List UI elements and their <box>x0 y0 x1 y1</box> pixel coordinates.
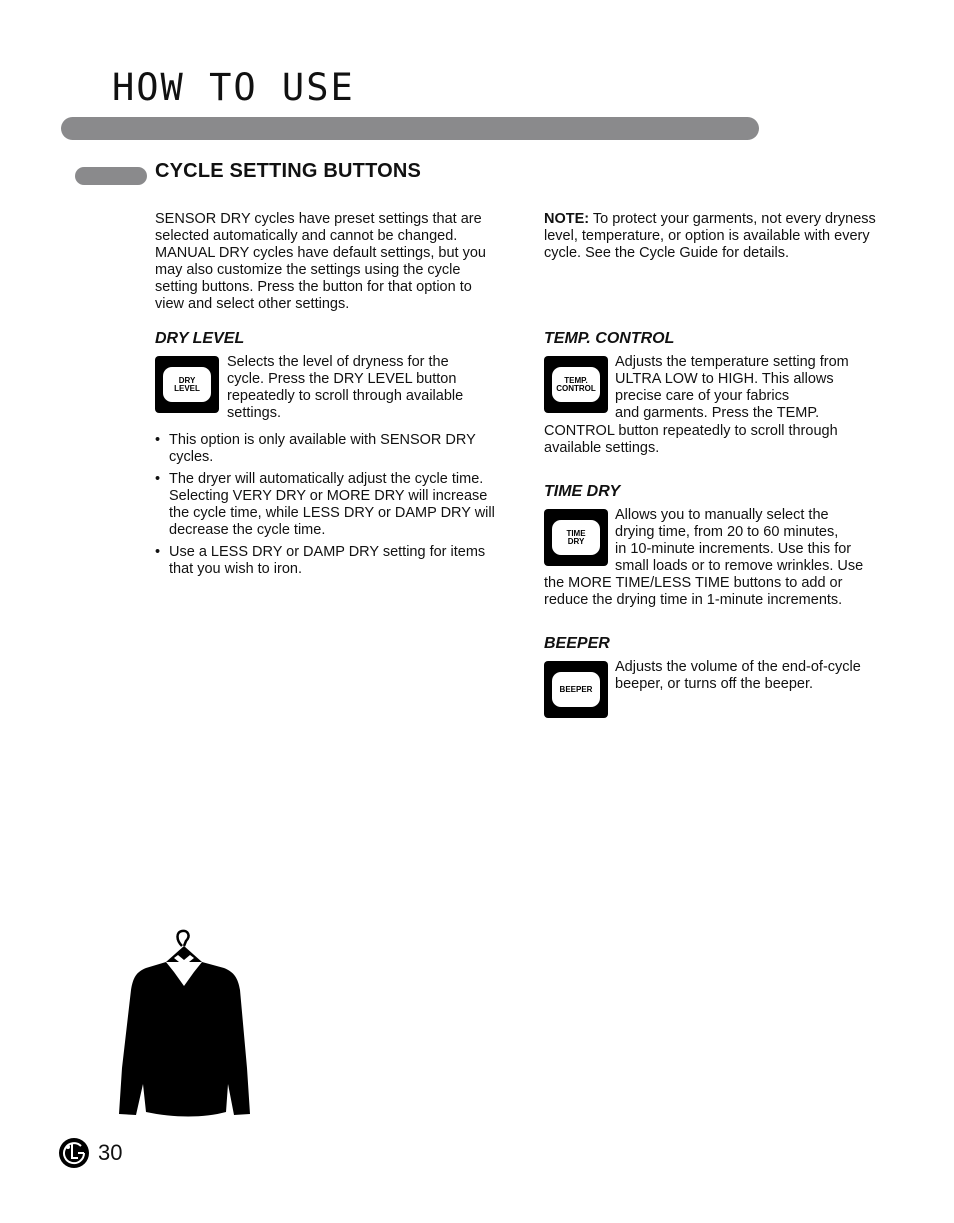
temp-control-desc-line: ULTRA LOW to HIGH. This allows <box>615 371 834 387</box>
dry-level-bullets <box>155 432 495 583</box>
temp-control-button-label: TEMP. CONTROL <box>556 375 596 393</box>
time-dry-desc-line: drying time, from 20 to 60 minutes, <box>615 524 839 540</box>
dry-level-description: Selects the level of dryness for the cycle. Press the DRY LEVEL button repeatedly to scroll through available settings. <box>227 354 464 421</box>
shirt-on-hanger-icon <box>116 928 256 1120</box>
beeper-heading: BEEPER <box>544 635 610 652</box>
note-label: NOTE: <box>544 211 590 227</box>
beeper-desc-line: Adjusts the volume of the end-of-cycle <box>615 659 861 675</box>
note-text: To protect your garments, not every dryness level, temperature, or option is available with every cycle. See the Cycle Guide for details. <box>544 211 876 261</box>
page-number: 30 <box>98 1140 123 1165</box>
beeper-desc-line: beeper, or turns off the beeper. <box>615 676 814 692</box>
intro-paragraph: SENSOR DRY cycles have preset settings that are selected automatically and cannot be changed. MANUAL DRY cycles have default settings, but you may also customize the settings using the cycle setting buttons. Press the button for that option to view and select other settings. <box>155 211 486 312</box>
time-dry-desc-line: in 10-minute increments. Use this for <box>615 541 852 557</box>
temp-control-desc-tail: CONTROL button repeatedly to scroll through available settings. <box>544 423 838 456</box>
header-bar <box>61 117 759 140</box>
section-pill <box>75 167 147 185</box>
temp-control-button-icon <box>544 356 608 413</box>
dry-level-heading: DRY LEVEL <box>155 330 245 347</box>
time-dry-desc-tail: the MORE TIME/LESS TIME buttons to add or reduce the drying time in 1-minute increments. <box>544 575 843 608</box>
time-dry-desc-top <box>615 507 905 575</box>
dry-level-button-icon <box>155 356 219 413</box>
temp-control-desc-top <box>615 354 905 422</box>
time-dry-desc-line: small loads or to remove wrinkles. Use <box>615 558 864 574</box>
section-title: CYCLE SETTING BUTTONS <box>155 160 422 182</box>
list-item: • The dryer will automatically adjust the cycle time. Selecting VERY DRY or MORE DRY will increase the cycle time, while LESS DRY or DAMP DRY will decrease the cycle time. <box>155 471 495 539</box>
list-item: • Use a LESS DRY or DAMP DRY setting for items that you wish to iron. <box>155 544 495 578</box>
temp-control-desc-line: precise care of your fabrics <box>615 388 790 404</box>
list-item: • This option is only available with SENSOR DRY cycles. <box>155 432 495 466</box>
note-paragraph <box>544 211 879 262</box>
lg-logo-icon <box>58 1137 90 1169</box>
dry-level-button-label: DRY LEVEL <box>174 375 200 393</box>
beeper-button-icon <box>544 661 608 718</box>
time-dry-heading: TIME DRY <box>544 483 621 500</box>
time-dry-desc-line: Allows you to manually select the <box>615 507 829 523</box>
temp-control-desc-line: Adjusts the temperature setting from <box>615 354 849 370</box>
beeper-button-label: BEEPER <box>559 684 593 694</box>
temp-control-heading: TEMP. CONTROL <box>544 330 675 347</box>
temp-control-desc-line: and garments. Press the TEMP. <box>615 405 820 421</box>
time-dry-button-icon <box>544 509 608 566</box>
page-title: HOW TO USE <box>112 66 355 109</box>
beeper-description <box>615 659 905 693</box>
time-dry-button-label: TIME DRY <box>566 528 586 546</box>
